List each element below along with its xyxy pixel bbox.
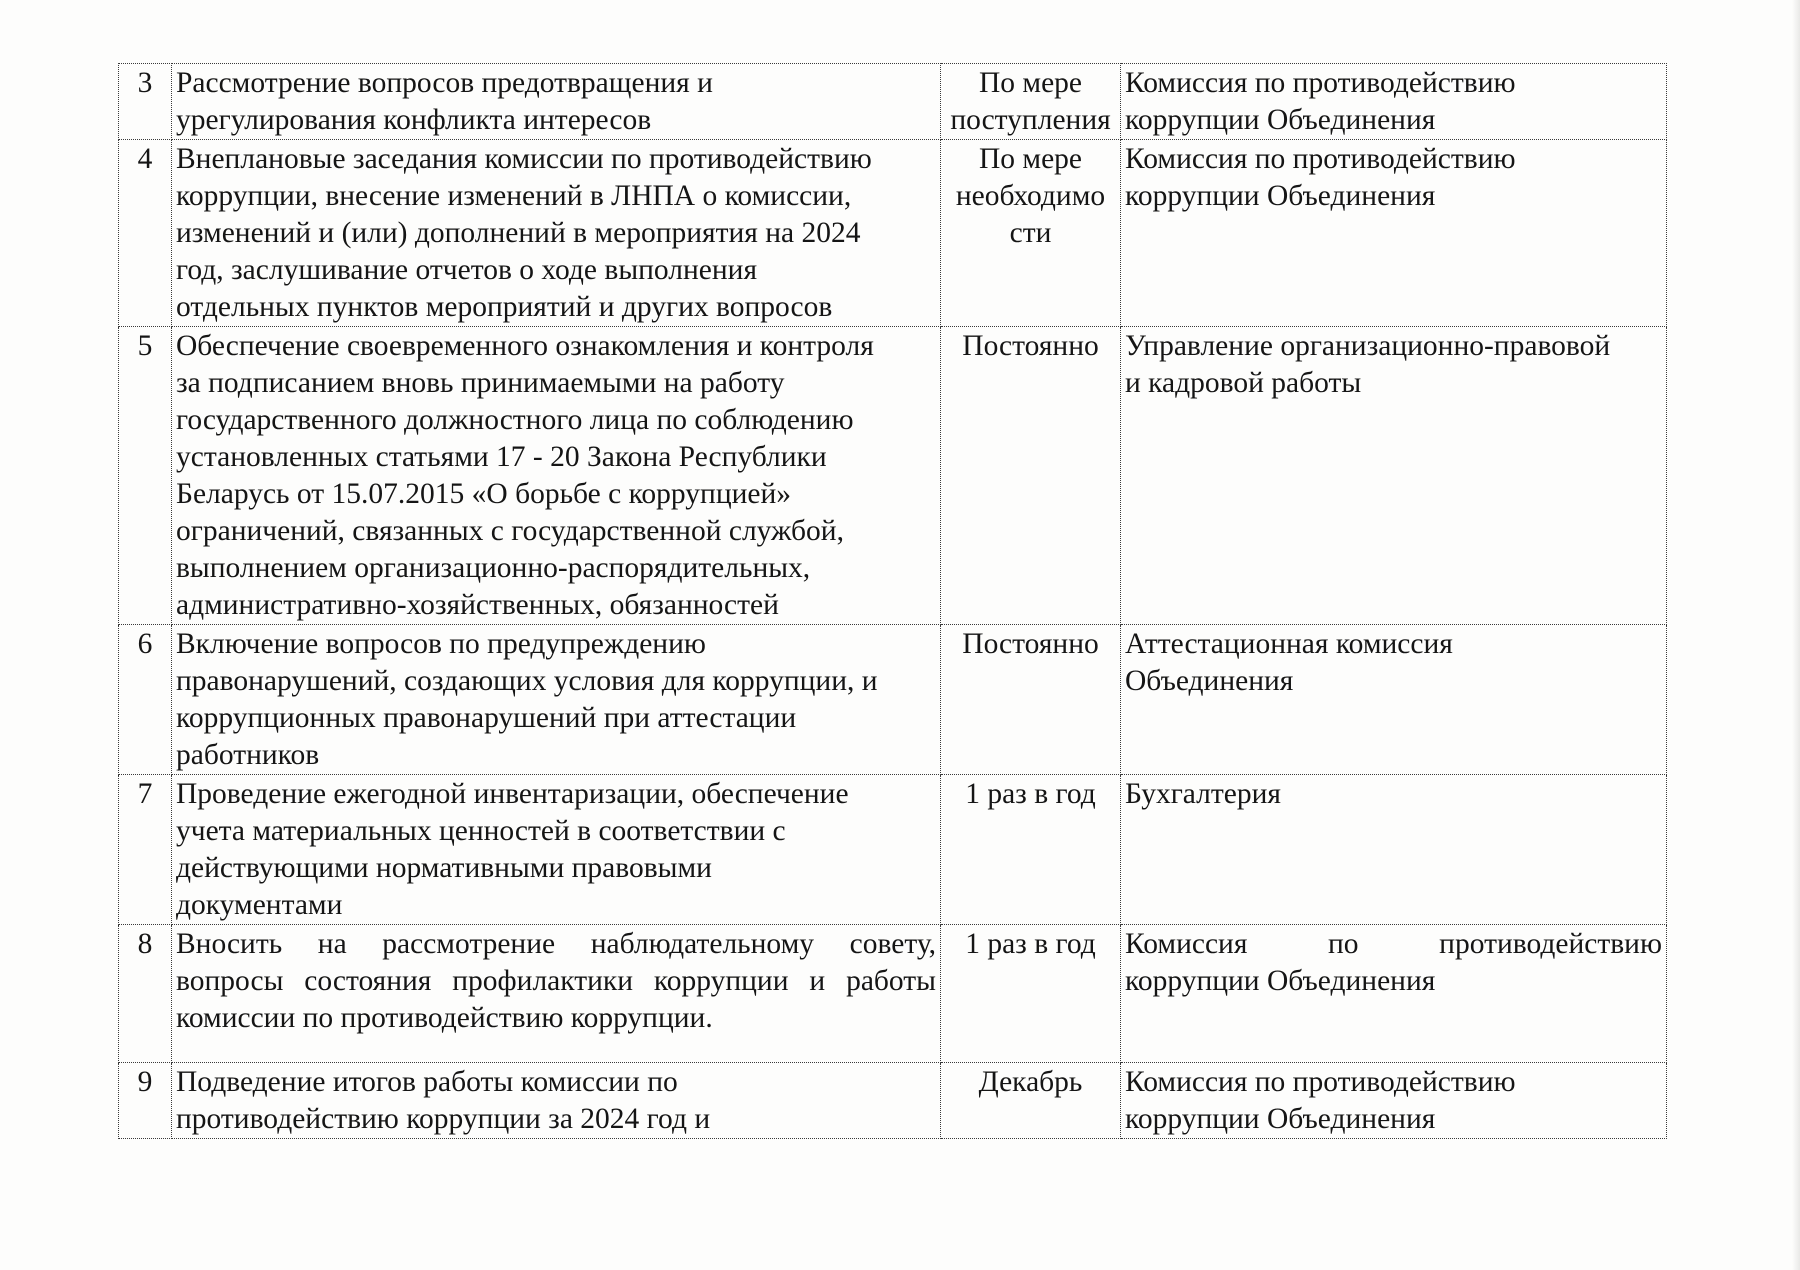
table-row [119,64,1667,140]
measure-responsible [1121,64,1667,140]
text-line: Комиссия по противодействию [1125,143,1516,175]
text-line: Постоянно [962,330,1099,362]
measure-description [172,775,941,925]
text-line: отдельных пунктов мероприятий и других вопросов [176,291,833,323]
text-line: коррупции Объединения [1125,1103,1436,1135]
text-line: Управление организационно-правовой [1125,330,1611,362]
table-row [119,1063,1667,1139]
measure-description [172,1063,941,1139]
text-line: По мере [978,143,1083,175]
measure-responsible [1121,925,1667,1063]
measure-term [941,625,1121,775]
measure-term [941,140,1121,327]
text-line: Объединения [1125,665,1294,697]
text-line: 1 раз в год [965,778,1096,810]
text-line: правонарушений, создающих условия для коррупции, и [176,665,878,697]
text-line: противодействию коррупции за 2024 год и [176,1103,711,1135]
text-line: поступления [950,104,1111,136]
text-line: документами [176,889,343,921]
text-line: учета материальных ценностей в соответствии с [176,815,786,847]
text-line: Бухгалтерия [1125,778,1281,810]
measures-table [118,63,1667,1139]
measure-responsible [1121,140,1667,327]
measure-description [172,925,941,1063]
measure-term [941,64,1121,140]
text-line: Постоянно [962,628,1099,660]
measure-term [941,775,1121,925]
measure-description [172,64,941,140]
table-row [119,625,1667,775]
text-line: ограничений, связанных с государственной службой, [176,515,844,547]
text-line: административно-хозяйственных, обязанностей [176,589,779,621]
text-line: урегулирования конфликта интересов [176,104,652,136]
text-line: работников [176,739,320,771]
text-line: необходимо [955,180,1106,212]
table-row [119,775,1667,925]
row-number: 7 [119,775,172,925]
row-number: 9 [119,1063,172,1139]
text-line: вопросы состояния профилактики коррупции и работы [176,965,936,997]
measure-responsible [1121,327,1667,625]
table-row [119,925,1667,1063]
text-line: Проведение ежегодной инвентаризации, обеспечение [176,778,849,810]
row-number: 6 [119,625,172,775]
text-line: действующими нормативными правовыми [176,852,712,884]
text-line: коррупционных правонарушений при аттестации [176,702,797,734]
table-row [119,140,1667,327]
measure-term [941,327,1121,625]
row-number: 8 [119,925,172,1063]
text-line: и кадровой работы [1125,367,1362,399]
text-line: По мере [978,67,1083,99]
text-line: Комиссия по противодействию [1125,928,1662,960]
row-number: 3 [119,64,172,140]
measure-term [941,1063,1121,1139]
text-line: Подведение итогов работы комиссии по [176,1066,678,1098]
text-line: изменений и (или) дополнений в мероприятия на 2024 [176,217,861,249]
text-line: Декабрь [978,1066,1083,1098]
text-line: коррупции, внесение изменений в ЛНПА о комиссии, [176,180,852,212]
text-line: 1 раз в год [965,928,1096,960]
text-line: комиссии по противодействию коррупции. [176,1002,713,1034]
text-line: Комиссия по противодействию [1125,67,1516,99]
text-line: Рассмотрение вопросов предотвращения и [176,67,713,99]
row-number: 4 [119,140,172,327]
text-line: Включение вопросов по предупреждению [176,628,706,660]
measure-description [172,327,941,625]
measure-description [172,140,941,327]
measure-description [172,625,941,775]
text-line: Комиссия по противодействию [1125,1066,1516,1098]
measure-responsible [1121,1063,1667,1139]
measure-responsible [1121,775,1667,925]
text-line: год, заслушивание отчетов о ходе выполнения [176,254,758,286]
text-line: Внеплановые заседания комиссии по противодействию [176,143,872,175]
text-line: за подписанием вновь принимаемыми на работу [176,367,785,399]
measure-term [941,925,1121,1063]
row-number: 5 [119,327,172,625]
text-line: Аттестационная комиссия [1125,628,1453,660]
text-line: Обеспечение своевременного ознакомления и контроля [176,330,874,362]
text-line: государственного должностного лица по соблюдению [176,404,854,436]
table-row [119,327,1667,625]
text-line: Беларусь от 15.07.2015 «О борьбе с коррупцией» [176,478,792,510]
text-line: коррупции Объединения [1125,180,1436,212]
text-line: выполнением организационно-распорядительных, [176,552,811,584]
text-line: коррупции Объединения [1125,965,1436,997]
text-line: коррупции Объединения [1125,104,1436,136]
text-line: установленных статьями 17 - 20 Закона Республики [176,441,827,473]
text-line: Вносить на рассмотрение наблюдательному совету, [176,928,936,960]
measure-responsible [1121,625,1667,775]
scan-edge-shadow [1792,0,1800,1270]
text-line: сти [1009,217,1052,249]
